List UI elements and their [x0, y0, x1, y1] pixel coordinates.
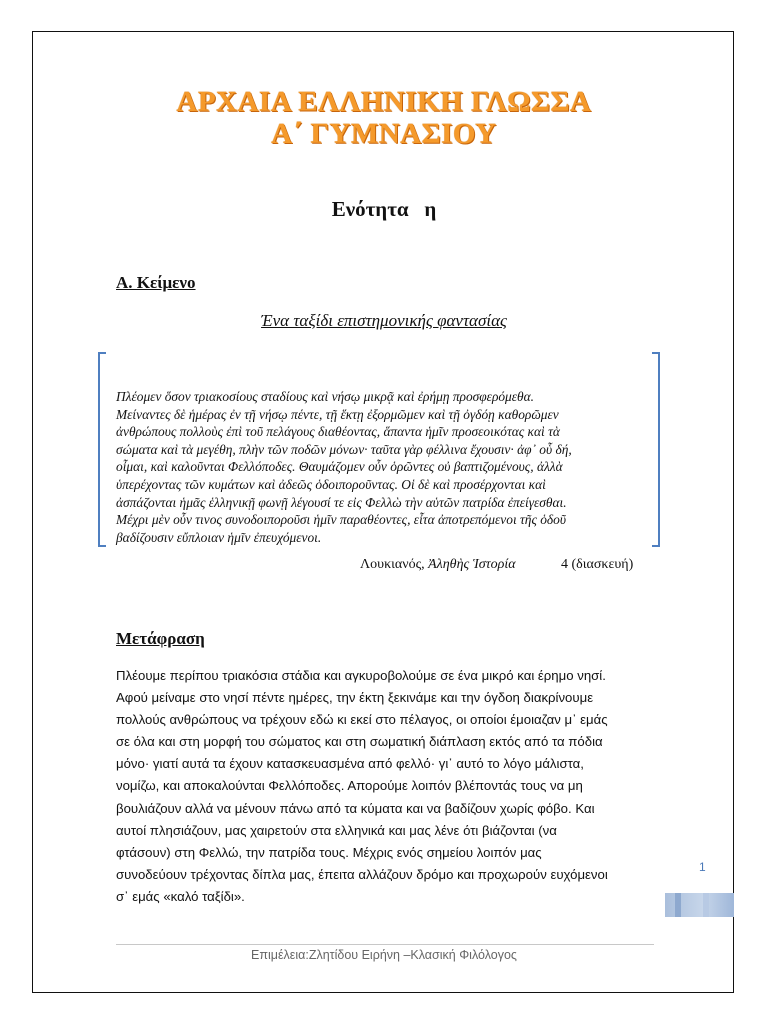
ancient-text-line: ἀνθρώπους πολλοὺς ἐπὶ τοῦ πελάγους διαθέοντας, ἅπαντα ἡμῖν προσεοικότας καὶ τὰ — [116, 424, 560, 440]
translation-line: συνοδεύουν τρέχοντας δίπλα μας, έπειτα αλλάζουν δρόμο και προχωρούν ευχόμενοι — [116, 866, 608, 882]
unit-title: Ενότητα η — [331, 197, 437, 221]
ancient-text-line: Μέχρι μὲν οὖν τινος συνοδοιποροῦσι ἡμῖν παραθέοντες, εἶτα ἀποτρεπόμενοι τῆς ὁδοῦ — [116, 512, 566, 528]
translation-text — [116, 665, 656, 908]
ancient-text-line: σώματα καὶ τὰ μεγέθη, πλὴν τῶν ποδῶν μόνων· ταῦτα γὰρ φέλλινα ἔχουσιν· ἀφ᾽ οὗ δή, — [116, 441, 572, 457]
ancient-text-line: βαδίζουσιν εὔπλοιαν ἡμῖν ἐπευχόμενοι. — [116, 529, 322, 545]
translation-line: αυτοί πλησιάζουν, μας χαιρετούν στα ελληνικά και μας λένε ότι βιάζονται (να — [116, 822, 557, 838]
page-number: 1 — [699, 860, 706, 874]
ancient-text-line: ὑπερέχοντας τῶν κυμάτων καὶ ἀδεῶς ὁδοιποροῦντας. Οἱ δὲ καὶ προσέρχονται καὶ — [116, 476, 546, 492]
translation-line: μόνο· γιατί αυτά τα έχουν κατασκευασμένα από φελλό· γι᾽ αυτό το λόγο μάλιστα, — [116, 756, 584, 772]
ancient-text — [116, 388, 656, 546]
footer-divider — [116, 944, 654, 945]
quote-bracket-left — [98, 352, 106, 547]
translation-line: φτάσουν) στη Φελλώ, την πατρίδα τους. Μέχρις ενός σημείου λοιπόν μας — [116, 844, 542, 860]
document-title-line2: Α΄ ΓΥΜΝΑΣΙΟΥ — [271, 118, 497, 150]
translation-line: βουλιάζουν αλλά να μένουν πάνω από τα κύματα και να βαδίζουν χωρίς φόβο. Και — [116, 800, 595, 816]
source-author: Λουκιανός, — [360, 557, 429, 572]
ancient-text-line: ἀσπάζονται ἡμᾶς ἑλληνικῇ φωνῇ λέγουσί τε εἰς Φελλὼ τὴν αὑτῶν πατρίδα ἐπείγεσθαι. — [116, 494, 567, 510]
ancient-text-line: οἶμαι, καὶ καλοῦνται Φελλόποδες. Θαυμάζομεν οὖν ὁρῶντες οὐ βαπτιζομένους, ἀλλὰ — [116, 459, 563, 475]
translation-line: πολλούς ανθρώπους να τρέχουν εδώ κι εκεί στο πέλαγος, οι οποίοι έμοιαζαν μ᾽ εμάς — [116, 712, 608, 728]
footer-credit: Επιμέλεια:Ζλητίδου Ειρήνη –Κλασική Φιλόλογος — [251, 948, 517, 962]
text-title: Ένα ταξίδι επιστημονικής φαντασίας — [261, 311, 507, 330]
page-tab-decoration — [665, 893, 734, 917]
document-title-line1: ΑΡΧΑΙΑ ΕΛΛΗΝΙΚΗ ΓΛΩΣΣΑ — [176, 86, 592, 118]
section-heading-translation: Μετάφραση — [116, 629, 205, 648]
translation-line: Πλέουμε περίπου τριακόσια στάδια και αγκυροβολούμε σε ένα μικρό και έρημο νησί. — [116, 668, 606, 683]
translation-line: σ᾽ εμάς «καλό ταξίδι». — [116, 888, 245, 904]
section-heading-text: Α. Κείμενο — [116, 273, 196, 292]
ancient-text-line: Πλέομεν ὅσον τριακοσίους σταδίους καὶ νήσῳ μικρᾷ καὶ ἐρήμῃ προσφερόμεθα. — [116, 389, 535, 404]
source-work: Ἀληθὴς Ἱστορία — [428, 557, 516, 572]
translation-line: Αφού μείναμε στο νησί πέντε ημέρες, την έκτη ξεκινάμε και την όγδοη διακρίνουμε — [116, 690, 594, 706]
source-author-work — [360, 557, 516, 573]
translation-line: νομίζω, και αποκαλούνται Φελλόποδες. Απορούμε λοιπόν βλέποντάς τους να μη — [116, 778, 583, 794]
ancient-text-line: Μείναντες δὲ ἡμέρας ἐν τῇ νήσῳ πέντε, τῇ ἕκτῃ ἐξορμῶμεν καὶ τῇ ὀγδόῃ καθορῶμεν — [116, 406, 559, 422]
source-reference: 4 (διασκευή) — [561, 557, 634, 572]
translation-line: σε όλα και στη μορφή του σώματος και στη σωματική διάπλαση εκτός από τα πόδια — [116, 734, 603, 750]
